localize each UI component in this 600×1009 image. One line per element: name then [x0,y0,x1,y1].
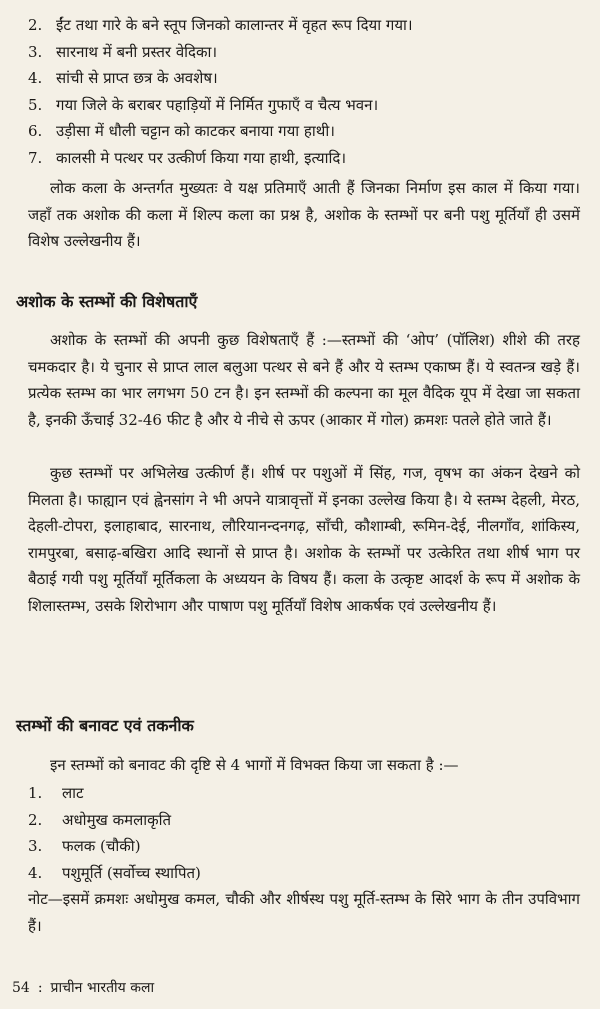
list-item [28,65,588,92]
list-text: सारनाथ में बनी प्रस्तर वेदिका। [56,42,218,61]
list-item [28,145,588,172]
pillar-features-paragraph: अशोक के स्तम्भों की अपनी कुछ विशेषताएँ हैं :—स्तम्भों की ‘ओप’ (पॉलिश) शीशे की तरह चमकदार है। ये चुनार से प्राप्त लाल बलुआ पत्थर से बने हैं और ये स्तम्भ एकाष्म हैं। ये स्वतन्त्र खड़े हैं। प्रत्येक स्तम्भ का भार लगभग 50 टन है। इन स्तम्भों की कल्पना का मूल वैदिक यूप में देखा जा सकता है, इनकी ऊँचाई 32-46 फीट है और ये नीचे से ऊपर (आकार में गोल) क्रमशः पतले होते जाते हैं। [28,331,580,429]
list-item [28,12,588,39]
list-number: 3. [28,42,43,61]
folk-art-paragraph: लोक कला के अन्तर्गत मुख्यतः वे यक्ष प्रतिमाएँ आती हैं जिनका निर्माण इस काल में किया गया। जहाँ तक अशोक की कला में शिल्प कला का प्रश्न है, अशोक के स्तम्भों पर बनी पशु मूर्तियाँ ही उसमें विशेष उल्लेखनीय हैं। [28,179,580,250]
list-item [28,860,588,887]
list-number: 7. [28,148,43,167]
list-number: 1. [28,784,43,802]
list-number: 3. [28,837,43,855]
inscriptions-paragraph: कुछ स्तम्भों पर अभिलेख उत्कीर्ण हैं। शीर्ष पर पशुओं में सिंह, गज, वृषभ का अंकन देखने को मिलता है। फाह्यान एवं ह्वेनसांग ने भी अपने यात्रावृत्तों में इनका उल्लेख किया है। ये स्तम्भ देहली, मेरठ, देहली-टोपरा, इलाहाबाद, सारनाथ, लौरियानन्दनगढ़, साँची, कौशाम्बी, रूमिन-देई, नीलगाँव, शांकिस्य, रामपुरबा, बसाढ़-बखिरा आदि स्थानों से प्राप्त है। अशोक के स्तम्भों पर उत्केरित तथा शीर्ष भाग पर बैठाई गयी पशु मूर्तियाँ मूर्तिकला के अध्ययन के विषय हैं। कला के उत्कृष्ट आदर्श के रूप में अशोक के शिलास्तम्भ, उसके शिरोभाग और पाषाण पशु मूर्तियाँ विशेष आकर्षक एवं उल्लेखनीय हैं। [28,464,580,615]
monument-list [28,12,588,171]
list-text: उड़ीसा में धौली चट्टान को काटकर बनाया गया हाथी। [56,122,335,140]
section-heading-pillar-structure: स्तम्भों की बनावट एवं तकनीक [16,716,194,735]
list-number: 5. [28,95,43,114]
list-number: 4. [28,69,43,87]
list-text: कालसी मे पत्थर पर उत्कीर्ण किया गया हाथी, इत्यादि। [56,148,347,167]
section-heading-pillar-features: अशोक के स्तम्भों की विशेषताएँ [16,292,198,311]
list-number: 2. [28,810,43,829]
list-item [28,39,588,66]
list-text: सांची से प्राप्त छत्र के अवशेष। [56,69,218,87]
list-item [28,92,588,119]
list-item [28,780,588,807]
list-item [28,807,588,834]
list-text: गया जिले के बराबर पहाड़ियों में निर्मित गुफाएँ व चैत्य भवन। [56,95,379,114]
list-text: पशुमूर्ति (सर्वोच्च स्थापित) [62,863,201,882]
pillar-parts-list [28,780,588,886]
page-number: 54 [12,980,30,996]
list-text: फलक (चौकी) [62,837,141,855]
structure-intro-paragraph: इन स्तम्भों को बनावट की दृष्टि से 4 भागों में विभक्त किया जा सकता है :— [50,756,459,774]
list-number: 4. [28,863,43,882]
list-item [28,833,588,860]
list-text: ईंट तथा गारे के बने स्तूप जिनको कालान्तर में वृहत रूप दिया गया। [56,16,413,34]
list-item [28,118,588,145]
list-number: 6. [28,122,43,140]
page-footer [12,978,154,997]
book-title: प्राचीन भारतीय कला [50,980,155,996]
list-number: 2. [28,16,43,34]
list-text: अधोमुख कमलाकृति [62,810,172,829]
list-text: लाट [62,784,84,802]
note-paragraph: नोट—इसमें क्रमशः अधोमुख कमल, चौकी और शीर्षस्थ पशु मूर्ति-स्तम्भ के सिरे भाग के तीन उपविभाग हैं। [28,890,580,935]
footer-separator: : [37,980,43,996]
